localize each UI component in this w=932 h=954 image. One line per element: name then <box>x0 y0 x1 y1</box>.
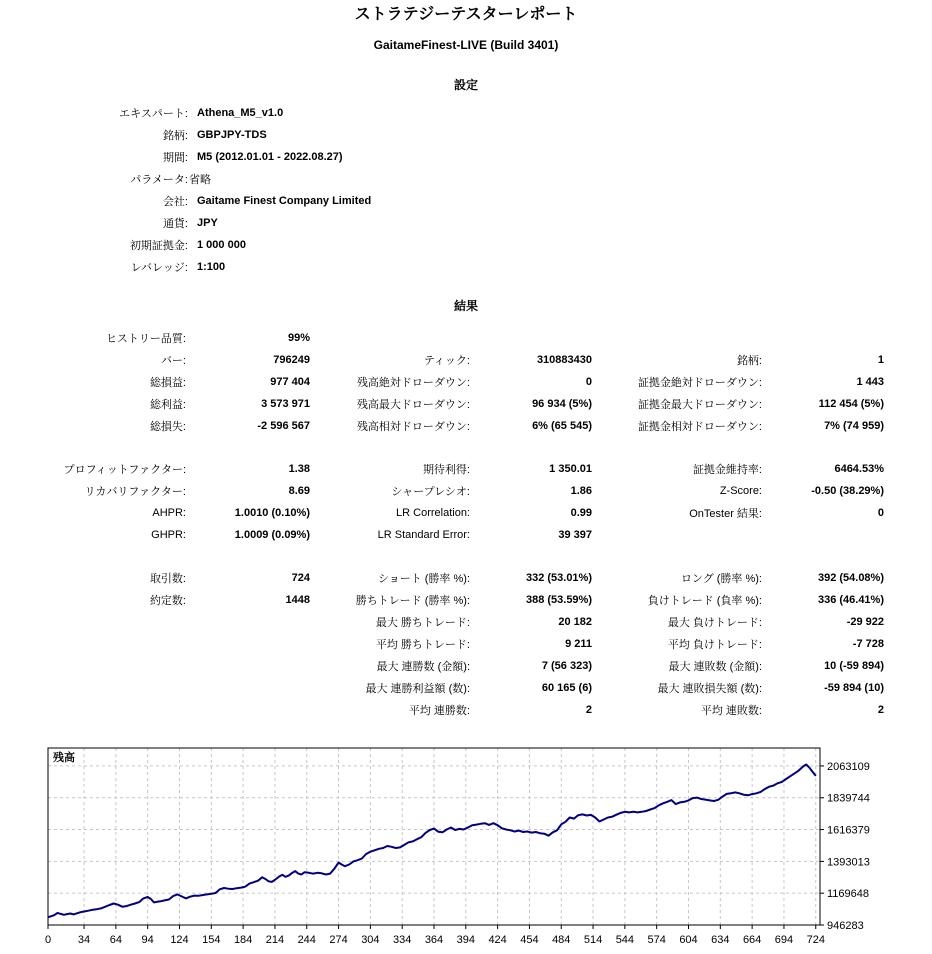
x-tick-label: 124 <box>170 934 189 946</box>
result-value: 336 (46.41%) <box>817 594 884 606</box>
setting-row <box>0 146 932 168</box>
result-label: リカバリファクター: <box>84 486 186 498</box>
setting-value: GBPJPY-TDS <box>197 129 267 141</box>
setting-value: Athena_M5_v1.0 <box>197 107 284 119</box>
x-tick-label: 214 <box>265 934 285 946</box>
result-label: 取引数: <box>149 573 186 585</box>
x-tick-label: 634 <box>711 934 730 946</box>
result-value: 3 573 971 <box>261 398 310 410</box>
result-label: 負けトレード (負率 %): <box>647 595 762 607</box>
result-row <box>0 502 932 524</box>
setting-label: 会社: <box>162 196 188 208</box>
x-tick-label: 34 <box>77 934 91 946</box>
setting-label: パラメータ: <box>130 174 188 186</box>
result-row <box>0 699 932 721</box>
results-header: 結果 <box>453 299 478 313</box>
x-tick-label: 484 <box>552 934 571 946</box>
setting-row <box>0 212 932 234</box>
result-value: -7 728 <box>852 638 884 650</box>
result-label: 勝ちトレード (勝率 %): <box>355 595 470 607</box>
result-value: 9 211 <box>565 638 592 650</box>
y-tick-label: 1616379 <box>827 824 870 837</box>
x-tick-label: 364 <box>424 934 444 946</box>
x-tick-label: 424 <box>488 934 507 946</box>
setting-row <box>0 102 932 124</box>
result-value: 0 <box>877 507 884 519</box>
result-label: 平均 勝ちトレード: <box>375 639 470 651</box>
result-row <box>0 393 932 415</box>
result-row <box>0 458 932 480</box>
result-value: -0.50 (38.29%) <box>811 485 884 497</box>
y-tick-label: 1169648 <box>827 888 870 901</box>
result-row <box>0 524 932 546</box>
result-label: 最大 連敗損失額 (数): <box>657 683 762 695</box>
result-label: AHPR: <box>152 507 186 519</box>
result-label: OnTester 結果: <box>689 508 762 520</box>
result-label: 平均 連勝数: <box>408 705 470 717</box>
result-label: バー: <box>160 355 186 367</box>
result-value: 8.69 <box>288 485 310 497</box>
result-value: 796249 <box>273 354 310 366</box>
result-row <box>0 655 932 677</box>
x-tick-label: 0 <box>44 934 52 946</box>
balance-curve <box>48 765 816 918</box>
result-label: 最大 連勝数 (金額): <box>376 661 470 673</box>
result-row <box>0 633 932 655</box>
x-tick-label: 154 <box>202 934 221 946</box>
result-label: 証拠金絶対ドローダウン: <box>637 377 762 389</box>
result-value: -2 596 567 <box>257 420 310 432</box>
result-value: 1.86 <box>570 485 592 497</box>
result-value: 2 <box>877 704 884 716</box>
result-value: 99% <box>287 332 310 344</box>
x-tick-label: 334 <box>393 934 412 946</box>
setting-row <box>0 256 932 278</box>
x-tick-label: 604 <box>679 934 698 946</box>
result-value: 1 350.01 <box>549 463 592 475</box>
result-label: 残高相対ドローダウン: <box>356 421 470 433</box>
results-group <box>0 567 932 721</box>
settings-header: 設定 <box>453 78 478 92</box>
result-label: 最大 連敗数 (金額): <box>668 661 762 673</box>
x-tick-label: 454 <box>520 934 539 946</box>
result-value: 332 (53.01%) <box>525 572 592 584</box>
setting-label: 期間: <box>162 152 188 164</box>
result-label: 証拠金最大ドローダウン: <box>637 399 762 411</box>
settings-table <box>0 102 932 278</box>
setting-value: M5 (2012.01.01 - 2022.08.27) <box>197 151 343 163</box>
result-label: 最大 勝ちトレード: <box>375 617 470 629</box>
result-label: 銘柄: <box>736 355 762 367</box>
result-value: 310883430 <box>536 354 592 366</box>
result-label: 残高最大ドローダウン: <box>356 399 470 411</box>
x-tick-label: 244 <box>297 934 316 946</box>
result-label: 残高絶対ドローダウン: <box>356 377 470 389</box>
result-label: 総損失: <box>149 421 186 433</box>
result-value: 60 165 (6) <box>541 682 592 694</box>
result-label: GHPR: <box>151 529 186 541</box>
setting-value: 1:100 <box>197 261 226 273</box>
result-label: 証拠金維持率: <box>692 464 762 476</box>
result-value: 6% (65 545) <box>532 420 592 432</box>
result-value: 96 934 (5%) <box>532 398 592 410</box>
result-row <box>0 567 932 589</box>
results-group <box>0 327 932 437</box>
x-tick-label: 724 <box>806 934 825 946</box>
result-value: 2 <box>585 704 592 716</box>
x-tick-label: 664 <box>742 934 762 946</box>
result-label: 証拠金相対ドローダウン: <box>637 421 762 433</box>
setting-row <box>0 124 932 146</box>
setting-value: JPY <box>197 217 218 229</box>
result-value: 1448 <box>285 594 310 606</box>
y-tick-label: 1393013 <box>827 856 870 869</box>
setting-value: Gaitame Finest Company Limited <box>197 195 372 207</box>
result-value: -59 894 (10) <box>824 682 884 694</box>
result-value: 7% (74 959) <box>824 420 884 432</box>
result-label: ヒストリー品質: <box>105 333 186 345</box>
result-row <box>0 371 932 393</box>
x-tick-label: 694 <box>774 934 794 946</box>
x-tick-label: 94 <box>141 934 154 946</box>
result-label: LR Correlation: <box>396 507 470 519</box>
balance-chart <box>0 742 932 949</box>
result-value: 1.0010 (0.10%) <box>234 507 310 519</box>
result-row <box>0 349 932 371</box>
result-label: シャープレシオ: <box>391 486 470 498</box>
result-label: 総損益: <box>149 377 186 389</box>
y-tick-label: 1839744 <box>827 792 870 805</box>
x-tick-label: 574 <box>647 934 666 946</box>
result-value: 1.38 <box>288 463 310 475</box>
result-value: 7 (56 323) <box>541 660 592 672</box>
result-value: 724 <box>291 572 310 584</box>
result-label: ティック: <box>423 355 470 367</box>
result-value: 392 (54.08%) <box>817 572 884 584</box>
y-tick-label: 946283 <box>827 920 864 932</box>
result-value: 39 397 <box>558 529 592 541</box>
result-label: ショート (勝率 %): <box>377 573 470 585</box>
result-label: 総利益: <box>149 399 186 411</box>
x-tick-label: 544 <box>615 934 635 946</box>
setting-row <box>0 234 932 256</box>
chart-series-label: 残高 <box>53 752 75 764</box>
result-label: 約定数: <box>149 595 186 607</box>
result-row <box>0 677 932 699</box>
result-row <box>0 415 932 437</box>
result-value: 10 (-59 894) <box>824 660 884 672</box>
results-table <box>0 327 932 721</box>
setting-row <box>0 168 932 190</box>
setting-label: 通貨: <box>162 218 188 230</box>
result-label: 最大 連勝利益額 (数): <box>365 683 470 695</box>
report-title: ストラテジーテスターレポート <box>354 6 578 23</box>
setting-value: 1 000 000 <box>197 239 246 251</box>
setting-value: 省略 <box>189 174 211 186</box>
setting-label: レバレッジ: <box>130 262 188 274</box>
result-label: 平均 負けトレード: <box>667 639 762 651</box>
setting-label: 初期証拠金: <box>129 240 188 252</box>
result-value: 1.0009 (0.09%) <box>234 529 310 541</box>
x-tick-label: 514 <box>583 934 603 946</box>
result-value: 388 (53.59%) <box>525 594 592 606</box>
result-label: 最大 負けトレード: <box>667 617 762 629</box>
result-row <box>0 327 932 349</box>
result-label: プロフィットファクター: <box>63 464 186 476</box>
x-tick-label: 274 <box>329 934 348 946</box>
result-label: 期待利得: <box>422 464 470 476</box>
result-value: 1 443 <box>856 376 884 388</box>
result-value: 977 404 <box>270 376 310 388</box>
x-tick-label: 64 <box>109 934 122 946</box>
report-subtitle: GaitameFinest-LIVE (Build 3401) <box>373 38 559 52</box>
result-value: -29 922 <box>846 616 884 628</box>
balance-chart-container <box>0 742 932 954</box>
setting-label: エキスパート: <box>119 108 188 120</box>
result-value: 0.99 <box>570 507 592 519</box>
result-value: 0 <box>585 376 592 388</box>
result-row <box>0 611 932 633</box>
result-label: ロング (勝率 %): <box>680 573 762 585</box>
result-row <box>0 480 932 502</box>
result-label: 平均 連敗数: <box>700 705 762 717</box>
result-value: 112 454 (5%) <box>818 398 884 410</box>
results-group <box>0 458 932 546</box>
x-tick-label: 304 <box>361 934 380 946</box>
x-tick-label: 394 <box>456 934 475 946</box>
result-value: 20 182 <box>558 616 592 628</box>
y-tick-label: 2063109 <box>827 760 870 773</box>
setting-row <box>0 190 932 212</box>
result-label: Z-Score: <box>719 485 762 497</box>
result-row <box>0 589 932 611</box>
setting-label: 銘柄: <box>162 130 188 142</box>
x-tick-label: 184 <box>233 934 253 946</box>
result-value: 1 <box>877 354 884 366</box>
result-label: LR Standard Error: <box>377 529 470 541</box>
result-value: 6464.53% <box>834 463 884 475</box>
